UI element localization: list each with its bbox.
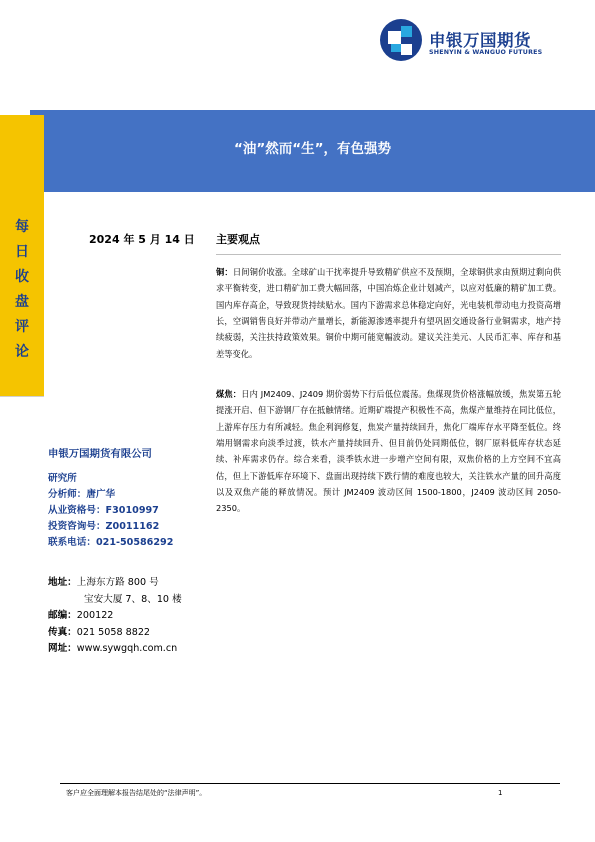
coal-coke-paragraph (216, 386, 561, 517)
company-name: 申银万国期货有限公司 (48, 448, 152, 460)
report-series-title (0, 215, 44, 365)
brand-logo-icon (379, 18, 423, 62)
report-title: “油”然而“生”，有色强势 (234, 141, 391, 157)
copper-paragraph (216, 264, 561, 362)
fax-label: 传真： (48, 626, 77, 638)
series-char: 日 (15, 244, 29, 260)
series-char: 收 (15, 269, 29, 285)
address-line2: 宝安大厦 7、8、10 楼 (84, 593, 182, 605)
zip-label: 邮编： (48, 610, 77, 621)
series-char: 评 (15, 319, 29, 335)
paragraph-text: 日间铜价收涨。全球矿山干扰率提升导致精矿供应不及预期，全球铜供求由预期过剩向供求平衡转变，进口精矿加工费大幅回落，中国冶炼企业计划减产，以应对低廉的精矿加工费。国内库存高企，导致现货持续贴水。国内下游需求总体稳定向好，光电装机带动电力投资高增长，空调销售良好并带动产量增长，新能源渗透率提升有望巩固交通设备行业铜需求，地产持续疲弱，关注扶持政策效果。铜价中期可能宽幅波动。建议关注美元、人民币汇率、库存和基差等变化。 (216, 267, 562, 359)
website-link[interactable]: www.sywgqh.com.cn (76, 643, 178, 654)
brand-name-cn: 申银万国期货 (429, 31, 531, 50)
series-char: 盘 (15, 294, 29, 310)
consult-number: 投资咨询号：Z0011162 (48, 521, 160, 532)
zip-code: 200122 (76, 610, 114, 621)
series-char: 论 (15, 344, 29, 360)
paragraph-tag: 铜： (216, 267, 233, 277)
heading-divider (216, 254, 561, 255)
contact-info (48, 575, 182, 658)
page-number: 1 (498, 789, 503, 797)
web-label: 网址： (48, 643, 77, 654)
fax-number: 021 5058 8822 (76, 626, 151, 638)
address-label: 地址： (48, 577, 77, 588)
research-dept: 研究所 (48, 473, 77, 484)
footer-divider (60, 783, 560, 784)
title-banner (30, 110, 595, 192)
report-date: 2024 年 5 月 14 日 (89, 233, 195, 246)
analyst-name: 分析师：唐广华 (48, 489, 116, 500)
brand-name-en: SHENYIN & WANGUO FUTURES (429, 49, 543, 56)
paragraph-tag: 煤焦： (216, 389, 242, 399)
address-line1: 上海东方路 800 号 (76, 577, 159, 588)
series-char: 每 (15, 219, 29, 235)
qualification-number: 从业资格号：F3010997 (48, 505, 159, 516)
brand-logo (379, 18, 559, 62)
side-divider (0, 396, 44, 397)
footer-disclaimer: 客户应全面理解本报告结尾处的“法律声明”。 (66, 789, 207, 797)
section-heading: 主要观点 (216, 233, 260, 246)
research-info (48, 471, 173, 551)
paragraph-text: 日内 JM2409、J2409 期价弱势下行后低位震荡。焦煤现货价格涨幅放缓，焦炭第五轮提涨开启、但下游钢厂存在抵触情绪。近期矿端提产积极性不高，焦煤产量维持在同比低位，上游库存压力有所减轻。焦企利润修复，焦炭产量持续回升，焦化厂端库存水平降至低位。终端用钢需求向淡季过渡，铁水产量持续回升、但目前仍处同期低位，钢厂原料低库存状态延续、补库需求仍存。综合来看，淡季铁水进一步增产空间有限，双焦价格的上方空间不宜高估，但上下游低库存环境下、盘面出现持续下跌行情的难度也较大，关注铁水产量的回升高度以及双焦产能的释放情况。预计 JM2409 波动区间 1500-1800，J2409 波动区间 2050-2350。 (216, 389, 562, 514)
contact-phone: 联系电话：021-50586292 (48, 537, 174, 548)
